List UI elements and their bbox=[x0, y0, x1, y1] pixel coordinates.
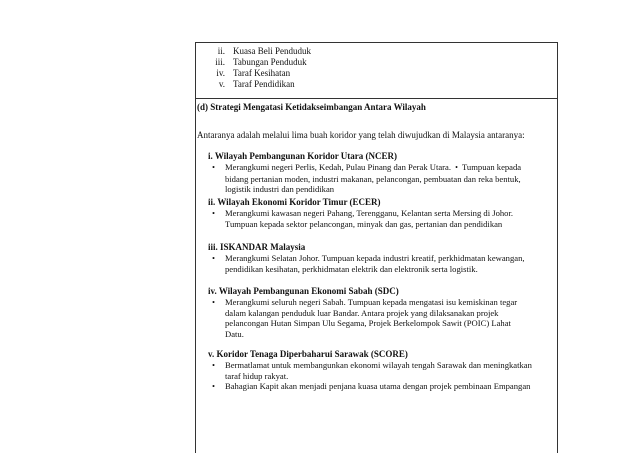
bullet-line: Merangkumi kawasan negeri Pahang, Terengganu, Kelantan serta Mersing di Johor. bbox=[225, 208, 514, 218]
bullet-line: logistik industri dan pendidikan bbox=[225, 184, 335, 194]
bullet-icon: • bbox=[212, 297, 216, 307]
intro-text: Antaranya adalah melalui lima buah koridor yang telah diwujudkan di Malaysia antaranya: bbox=[197, 130, 525, 140]
list-item bbox=[205, 68, 311, 79]
bullet-line: Tumpuan kepada sektor pelancongan, minyak dan gas, pertanian dan pendidikan bbox=[225, 218, 503, 229]
list-number: iv. bbox=[216, 68, 225, 78]
corridor-heading: ii. Wilayah Ekonomi Koridor Timur (ECER) bbox=[208, 197, 381, 207]
bullet-item bbox=[208, 297, 554, 339]
bullet-line: pendidikan kesihatan, perkhidmatan elektrik dan elektronik serta logistik. bbox=[225, 263, 478, 274]
list-text: Taraf Pendidikan bbox=[233, 79, 295, 89]
list-number: iii. bbox=[215, 57, 225, 67]
bullet-line: Bermatlamat untuk membangunkan ekonomi wilayah tengah Sarawak dan meningkatkan bbox=[225, 360, 532, 370]
bullet-line: pelancongan Hutan Simpan Ulu Segama, Projek Berkelompok Sawit (POIC) Lahat bbox=[225, 318, 511, 328]
bullet-icon: • bbox=[212, 253, 216, 263]
bullet-line: Merangkumi negeri Perlis, Kedah, Pulau Pinang dan Perak Utara. bbox=[225, 162, 452, 172]
bullet-icon: • bbox=[212, 381, 216, 391]
list-number: v. bbox=[218, 79, 225, 89]
bullet-icon: • bbox=[212, 162, 216, 172]
list-item bbox=[205, 57, 311, 68]
bullet-line: Datu. bbox=[225, 328, 244, 339]
bullet-icon: • bbox=[212, 208, 216, 218]
list-item bbox=[205, 79, 311, 90]
corridor-heading: iii. ISKANDAR Malaysia bbox=[208, 242, 306, 252]
bullet-item bbox=[208, 253, 554, 274]
bullet-icon: • bbox=[212, 360, 216, 370]
list-text: Kuasa Beli Penduduk bbox=[233, 46, 311, 56]
corridor-heading: v. Koridor Tenaga Diperbaharui Sarawak (SCORE) bbox=[208, 349, 408, 359]
bullet-icon: • bbox=[453, 163, 460, 172]
corridor-score bbox=[208, 348, 554, 392]
corridor-heading: iv. Wilayah Pembangunan Ekonomi Sabah (SDC) bbox=[208, 286, 399, 296]
corridor-ncer bbox=[208, 150, 554, 195]
bullet-line: Merangkumi Selatan Johor. Tumpuan kepada industri kreatif, perkhidmatan kewangan, bbox=[225, 253, 525, 263]
bullet-line: Tumpuan kepada bbox=[461, 162, 522, 172]
bullet-line: Bahagian Kapit akan menjadi penjana kuasa utama dengan projek pembinaan Empangan bbox=[225, 381, 531, 391]
corridor-ecer bbox=[208, 196, 554, 229]
bullet-item bbox=[208, 162, 554, 195]
list-item bbox=[205, 46, 311, 57]
list-number: ii. bbox=[217, 46, 225, 56]
bullet-line: Merangkumi seluruh negeri Sabah. Tumpuan kepada mengatasi isu kemiskinan tegar bbox=[225, 297, 518, 307]
corridor-sdc bbox=[208, 285, 554, 339]
list-text: Taraf Kesihatan bbox=[233, 68, 291, 78]
top-list bbox=[205, 46, 311, 90]
bullet-item bbox=[208, 360, 554, 381]
bullet-item bbox=[208, 208, 554, 229]
corridor-iskandar bbox=[208, 241, 554, 274]
bullet-item bbox=[208, 381, 554, 392]
bullet-line: dalam kalangan penduduk luar Bandar. Antara projek yang dilaksanakan projek bbox=[225, 307, 499, 318]
section-title: (d) Strategi Mengatasi Ketidakseimbangan Antara Wilayah bbox=[197, 102, 426, 112]
corridor-heading: i. Wilayah Pembangunan Koridor Utara (NCER) bbox=[208, 151, 398, 161]
bullet-line: taraf hidup rakyat. bbox=[225, 370, 289, 381]
list-text: Tabungan Penduduk bbox=[233, 57, 307, 67]
bullet-line: bidang pertanian moden, industri makanan, pelancongan, pembuatan dan reka bentuk, bbox=[225, 173, 521, 184]
